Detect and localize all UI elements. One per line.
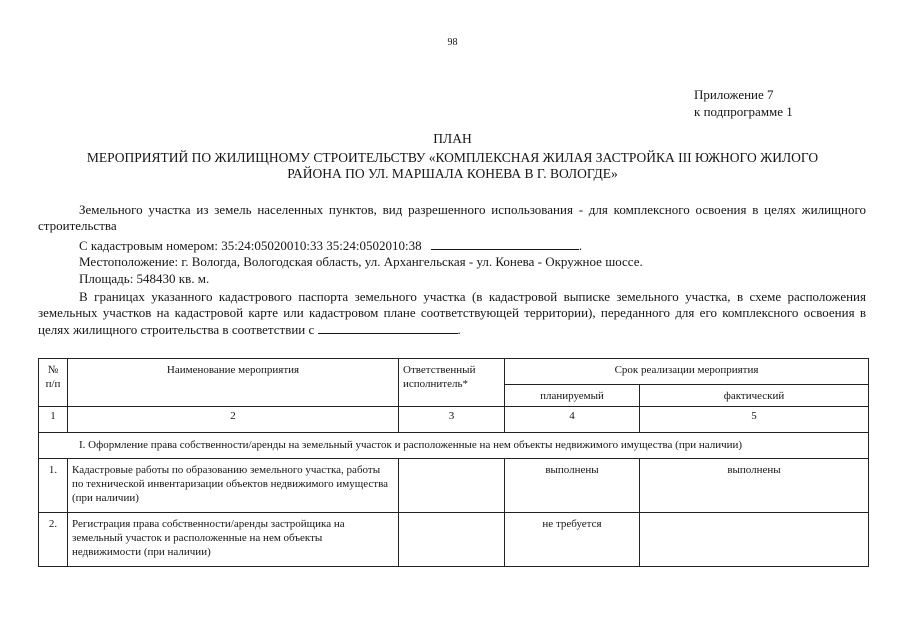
column-number: 2 xyxy=(68,407,399,433)
boundaries-period: . xyxy=(457,322,461,337)
row-responsible xyxy=(399,459,505,513)
cadastral-period: . xyxy=(578,238,583,253)
column-number: 3 xyxy=(399,407,505,433)
row-planned: не требуется xyxy=(505,513,640,567)
section-title: I. Оформление права собственности/аренды на земельный участок и расположенные на нем объекты недвижимого имущества (при наличии) xyxy=(39,433,869,459)
row-actual xyxy=(640,513,869,567)
column-number: 1 xyxy=(39,407,68,433)
location: Местоположение: г. Вологда, Вологодская область, ул. Архангельская - ул. Конева - Окружное шоссе. xyxy=(79,254,643,269)
cadastral-number-line xyxy=(79,237,582,254)
table-row xyxy=(39,459,869,513)
table-header-row xyxy=(39,359,869,385)
row-num: 1. xyxy=(39,459,68,513)
boundaries-text: В границах указанного кадастрового паспорта земельного участка (в кадастровой выписке земельного участка, в схеме расположения земельных участков на кадастровой карте или кадастровом плане соответствующей территории), переданного для его комплексного освоения в целях жилищного строительства в соответствии с xyxy=(38,289,866,337)
row-actual: выполнены xyxy=(640,459,869,513)
appendix-line-1: Приложение 7 xyxy=(694,87,774,102)
row-name: Регистрация права собственности/аренды застройщика на земельный участок и расположенные на нем объекты недвижимости (при наличии) xyxy=(68,513,399,567)
table-row xyxy=(39,513,869,567)
land-description: Земельного участка из земель населенных пунктов, вид разрешенного использования - для комплексного освоения в целях жилищного строительства xyxy=(38,202,866,233)
row-planned: выполнены xyxy=(505,459,640,513)
cadastral-blank-field xyxy=(431,237,579,250)
document-title: ПЛАН xyxy=(433,131,472,146)
header-actual: фактический xyxy=(640,385,869,407)
boundaries-blank-field xyxy=(318,321,458,334)
area: Площадь: 548430 кв. м. xyxy=(79,271,210,286)
document-subtitle-line-2: РАЙОНА ПО УЛ. МАРШАЛА КОНЕВА В Г. ВОЛОГДЕ» xyxy=(287,166,618,181)
appendix-line-2: к подпрограмме 1 xyxy=(694,104,793,119)
header-planned: планируемый xyxy=(505,385,640,407)
appendix-reference xyxy=(694,86,793,120)
header-num: № п/п xyxy=(39,359,68,407)
activities-table xyxy=(38,358,869,567)
section-row xyxy=(39,433,869,459)
row-responsible xyxy=(399,513,505,567)
header-responsible: Ответственный исполнитель* xyxy=(399,359,505,407)
boundaries-paragraph xyxy=(38,289,866,338)
column-numbers-row xyxy=(39,407,869,433)
column-number: 4 xyxy=(505,407,640,433)
page-number: 98 xyxy=(447,37,458,48)
column-number: 5 xyxy=(640,407,869,433)
document-subtitle-line-1: МЕРОПРИЯТИЙ ПО ЖИЛИЩНОМУ СТРОИТЕЛЬСТВУ «КОМПЛЕКСНАЯ ЖИЛАЯ ЗАСТРОЙКА III ЮЖНОГО ЖИЛОГО xyxy=(86,150,819,165)
cadastral-number: С кадастровым номером: 35:24:05020010:33 35:24:0502010:38 xyxy=(79,238,422,253)
row-name: Кадастровые работы по образованию земельного участка, работы по технической инвентаризации объектов недвижимого имущества (при наличии) xyxy=(68,459,399,513)
header-deadline: Срок реализации мероприятия xyxy=(505,359,869,385)
row-num: 2. xyxy=(39,513,68,567)
header-name: Наименование мероприятия xyxy=(68,359,399,407)
